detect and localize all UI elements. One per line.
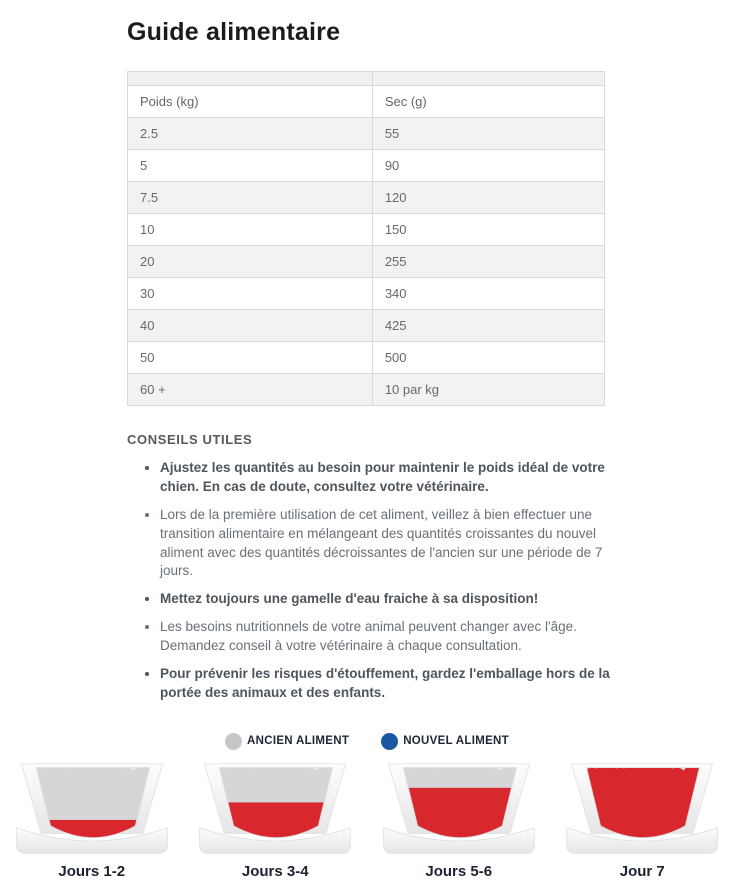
table-row: 30 340 bbox=[128, 278, 605, 310]
table-header-row bbox=[128, 86, 605, 118]
table-row bbox=[128, 72, 605, 86]
table-row: 20 255 bbox=[128, 246, 605, 278]
bowl-label: Jour 7 bbox=[620, 863, 665, 880]
bowl-label: Jours 5-6 bbox=[425, 863, 492, 880]
table-row: 7.5 120 bbox=[128, 182, 605, 214]
table-row: 60 + 10 par kg bbox=[128, 374, 605, 406]
old-food-dot-icon bbox=[225, 733, 242, 750]
bowl-illustration bbox=[195, 758, 355, 860]
column-header-poids: Poids (kg) bbox=[128, 86, 373, 118]
table-row: 50 500 bbox=[128, 342, 605, 374]
table-row: 5 90 bbox=[128, 150, 605, 182]
bowl-illustration bbox=[379, 758, 539, 860]
legend-item-old-food bbox=[225, 733, 349, 750]
feeding-guide-table bbox=[127, 71, 605, 406]
tip-item: • Lors de la première utilisation de cet aliment, veillez à bien effectuer une transition alimentaire en mélangeant des quantités croissantes du nouvel aliment avec des quantités décroissantes de l'ancien sur une période de 7 jours. bbox=[160, 506, 612, 582]
bowl-label: Jours 1-2 bbox=[58, 863, 125, 880]
new-food-dot-icon bbox=[381, 733, 398, 750]
tip-item: • Mettez toujours une gamelle d'eau fraiche à sa disposition! bbox=[160, 590, 612, 609]
bowl-days-5-6 bbox=[367, 758, 551, 880]
bowl-illustration bbox=[562, 758, 722, 860]
tip-item: • Pour prévenir les risques d'étouffement, gardez l'emballage hors de la portée des animaux et des enfants. bbox=[160, 665, 612, 703]
bowl-day-7 bbox=[551, 758, 734, 880]
legend-item-new-food bbox=[381, 733, 509, 750]
page-title: Guide alimentaire bbox=[127, 18, 612, 47]
tips-heading: CONSEILS UTILES bbox=[127, 432, 612, 447]
legend-label: NOUVEL ALIMENT bbox=[403, 735, 509, 747]
bowl-label: Jours 3-4 bbox=[242, 863, 309, 880]
tips-list bbox=[127, 459, 612, 703]
bowl-days-1-2 bbox=[0, 758, 184, 880]
bowl-days-3-4 bbox=[184, 758, 368, 880]
column-header-sec: Sec (g) bbox=[372, 86, 604, 118]
table-row: 40 425 bbox=[128, 310, 605, 342]
legend-label: ANCIEN ALIMENT bbox=[247, 735, 349, 747]
food-legend bbox=[0, 733, 734, 750]
tip-item: • Les besoins nutritionnels de votre animal peuvent changer avec l'âge. Demandez conseil à votre vétérinaire à chaque consultation. bbox=[160, 618, 612, 656]
bowl-illustration bbox=[12, 758, 172, 860]
tip-item: • Ajustez les quantités au besoin pour maintenir le poids idéal de votre chien. En cas de doute, consultez votre vétérinaire. bbox=[160, 459, 612, 497]
table-row: 2.5 55 bbox=[128, 118, 605, 150]
table-row: 10 150 bbox=[128, 214, 605, 246]
transition-bowls bbox=[0, 758, 734, 880]
